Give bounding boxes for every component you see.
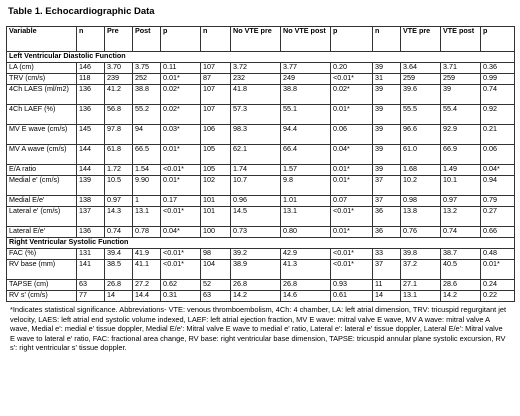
table-row [7,227,515,238]
value-cell: 107 [201,63,231,74]
section-heading: Left Ventricular Diastolic Function [7,52,515,63]
value-cell: 0.07 [331,196,373,207]
value-cell: 55.5 [401,105,441,125]
value-cell: 239 [105,74,133,85]
value-cell: 0.92 [481,105,515,125]
section-heading: Right Ventricular Systolic Function [7,238,515,249]
value-cell: 0.31 [161,291,201,302]
table-row [7,125,515,145]
table-row [7,85,515,105]
value-cell: 259 [441,74,481,85]
value-cell: 3.64 [401,63,441,74]
value-cell: <0.01* [331,260,373,280]
value-cell: 136 [77,85,105,105]
value-cell: 0.01* [331,105,373,125]
table-footnote: *Indicates statistical significance. Abbreviations- VTE: venous thromboembolism, 4Ch: 4 chamber, LA: left atrial dimension, TRV: tricuspid regurgitant jet velocity, LAES: left atrial end systolic volume indexed, LAEF: left atrial ejection fraction, MV E wave: mitral valve E wave, MV A wave: mitral valve A wave, Medial e': medial e' tissue doppler, Medial E/e': Mitral valve E wave to medial e' ratio, Lateral e': lateral e' tissue doppler, Lateral E/e': Mitral valve E wave to lateral e' ratio, FAC: fractional area change, RV base: right ventricular base dimension, TAPSE: tricuspid annular plane systolic excursion, RV s': right ventricular s' tissue doppler. [10,305,507,353]
value-cell: 145 [77,125,105,145]
value-cell: 1.54 [133,165,161,176]
value-cell: 0.93 [331,280,373,291]
column-header: VTE pre [401,27,441,52]
value-cell: 3.70 [105,63,133,74]
value-cell: 14.4 [133,291,161,302]
value-cell: 41.8 [231,85,281,105]
table-row [7,74,515,85]
value-cell: 1.74 [231,165,281,176]
value-cell: 107 [201,85,231,105]
table-row [7,291,515,302]
variable-cell: RV base (mm) [7,260,77,280]
value-cell: 0.97 [441,196,481,207]
value-cell: 104 [201,260,231,280]
section-header-row [7,238,515,249]
value-cell: 0.62 [161,280,201,291]
value-cell: 0.24 [481,280,515,291]
value-cell: 0.02* [331,85,373,105]
value-cell: 1.68 [401,165,441,176]
value-cell: <0.01* [331,74,373,85]
variable-cell: MV E wave (cm/s) [7,125,77,145]
value-cell: 0.73 [231,227,281,238]
value-cell: 37 [373,196,401,207]
value-cell: 39 [373,165,401,176]
value-cell: <0.01* [161,260,201,280]
value-cell: 36 [373,207,401,227]
value-cell: 11 [373,280,401,291]
table-row [7,260,515,280]
value-cell: 0.06 [481,145,515,165]
value-cell: 61.8 [105,145,133,165]
column-header: VTE post [441,27,481,52]
column-header: n [77,27,105,52]
value-cell: 39 [441,85,481,105]
value-cell: 139 [77,176,105,196]
variable-cell: LA (cm) [7,63,77,74]
value-cell: 107 [201,105,231,125]
value-cell: 10.7 [231,176,281,196]
table-row [7,207,515,227]
value-cell: 100 [201,227,231,238]
value-cell: 0.98 [401,196,441,207]
value-cell: 0.03* [161,125,201,145]
value-cell: 1.57 [281,165,331,176]
variable-cell: RV s' (cm/s) [7,291,77,302]
value-cell: 0.80 [281,227,331,238]
table-row [7,196,515,207]
value-cell: 102 [201,176,231,196]
value-cell: 0.01* [331,165,373,176]
value-cell: 252 [133,74,161,85]
value-cell: 136 [77,105,105,125]
value-cell: 105 [201,165,231,176]
value-cell: 37 [373,260,401,280]
column-header: p [331,27,373,52]
value-cell: 52 [201,280,231,291]
value-cell: 101 [201,196,231,207]
value-cell: 31 [373,74,401,85]
value-cell: 39 [373,63,401,74]
column-header: n [373,27,401,52]
value-cell: 39 [373,105,401,125]
value-cell: 0.01* [161,145,201,165]
value-cell: 1 [133,196,161,207]
value-cell: 36 [373,227,401,238]
variable-cell: Lateral e' (cm/s) [7,207,77,227]
value-cell: 136 [77,227,105,238]
value-cell: 0.96 [231,196,281,207]
value-cell: 0.01* [481,260,515,280]
value-cell: 61.0 [401,145,441,165]
value-cell: 3.77 [281,63,331,74]
value-cell: 63 [77,280,105,291]
value-cell: 0.01* [331,227,373,238]
table-title: Table 1. Echocardiographic Data [8,6,155,17]
value-cell: <0.01* [161,207,201,227]
value-cell: 0.27 [481,207,515,227]
value-cell: 141 [77,260,105,280]
value-cell: 13.2 [441,207,481,227]
value-cell: 0.11 [161,63,201,74]
value-cell: 92.9 [441,125,481,145]
column-header: Variable [7,27,77,52]
value-cell: 137 [77,207,105,227]
value-cell: 10.5 [105,176,133,196]
column-header: n [201,27,231,52]
value-cell: 96.6 [401,125,441,145]
value-cell: 0.74 [481,85,515,105]
value-cell: 37.2 [401,260,441,280]
value-cell: 62.1 [231,145,281,165]
value-cell: 1.49 [441,165,481,176]
value-cell: 0.20 [331,63,373,74]
value-cell: 39 [373,85,401,105]
variable-cell: MV A wave (cm/s) [7,145,77,165]
table-body [7,27,515,302]
value-cell: 42.9 [281,249,331,260]
value-cell: 41.3 [281,260,331,280]
value-cell: 27.1 [401,280,441,291]
value-cell: 0.74 [441,227,481,238]
value-cell: 14.2 [441,291,481,302]
column-header: p [161,27,201,52]
value-cell: 3.72 [231,63,281,74]
value-cell: 0.17 [161,196,201,207]
variable-cell: Medial e' (cm/s) [7,176,77,196]
table-row [7,63,515,74]
table-row [7,249,515,260]
value-cell: 94 [133,125,161,145]
value-cell: 0.21 [481,125,515,145]
variable-cell: 4Ch LAEF (%) [7,105,77,125]
table-row [7,105,515,125]
value-cell: 98 [201,249,231,260]
value-cell: 39.2 [231,249,281,260]
value-cell: 14 [105,291,133,302]
value-cell: 138 [77,196,105,207]
value-cell: 144 [77,165,105,176]
value-cell: 259 [401,74,441,85]
value-cell: 10.2 [401,176,441,196]
value-cell: 77 [77,291,105,302]
table-row [7,165,515,176]
value-cell: 249 [281,74,331,85]
value-cell: 38.8 [133,85,161,105]
value-cell: 106 [201,125,231,145]
value-cell: 131 [77,249,105,260]
echocardiographic-data-table [6,26,515,302]
variable-cell: E/A ratio [7,165,77,176]
value-cell: 144 [77,145,105,165]
variable-cell: Lateral E/e' [7,227,77,238]
value-cell: 56.8 [105,105,133,125]
value-cell: 66.9 [441,145,481,165]
value-cell: <0.01* [161,165,201,176]
value-cell: 63 [201,291,231,302]
value-cell: <0.01* [331,249,373,260]
value-cell: 55.4 [441,105,481,125]
value-cell: 0.94 [481,176,515,196]
column-header: p [481,27,515,52]
value-cell: 39.4 [105,249,133,260]
value-cell: 1.72 [105,165,133,176]
value-cell: 38.7 [441,249,481,260]
value-cell: 0.01* [161,176,201,196]
value-cell: 55.2 [133,105,161,125]
value-cell: 0.04* [331,145,373,165]
value-cell: 0.36 [481,63,515,74]
table-row [7,145,515,165]
value-cell: 146 [77,63,105,74]
value-cell: <0.01* [331,207,373,227]
value-cell: 57.3 [231,105,281,125]
value-cell: 40.5 [441,260,481,280]
value-cell: 38.8 [281,85,331,105]
header-row [7,27,515,52]
value-cell: 27.2 [133,280,161,291]
value-cell: 39.8 [401,249,441,260]
variable-cell: 4Ch LAES (ml/m2) [7,85,77,105]
value-cell: 26.8 [231,280,281,291]
value-cell: 55.1 [281,105,331,125]
value-cell: 87 [201,74,231,85]
value-cell: 14.3 [105,207,133,227]
table-row [7,176,515,196]
value-cell: 39 [373,145,401,165]
value-cell: 41.2 [105,85,133,105]
value-cell: 0.06 [331,125,373,145]
variable-cell: TAPSE (cm) [7,280,77,291]
value-cell: 97.8 [105,125,133,145]
value-cell: 14 [373,291,401,302]
value-cell: 101 [201,207,231,227]
value-cell: 0.74 [105,227,133,238]
value-cell: 0.61 [331,291,373,302]
value-cell: 0.02* [161,105,201,125]
value-cell: 3.75 [133,63,161,74]
column-header: Pre [105,27,133,52]
value-cell: 94.4 [281,125,331,145]
value-cell: 38.9 [231,260,281,280]
value-cell: 38.5 [105,260,133,280]
value-cell: 9.8 [281,176,331,196]
value-cell: <0.01* [161,249,201,260]
value-cell: 66.4 [281,145,331,165]
value-cell: 26.8 [281,280,331,291]
value-cell: 26.8 [105,280,133,291]
value-cell: 0.04* [161,227,201,238]
value-cell: 0.99 [481,74,515,85]
value-cell: 9.90 [133,176,161,196]
value-cell: 1.01 [281,196,331,207]
value-cell: 118 [77,74,105,85]
value-cell: 0.66 [481,227,515,238]
value-cell: 98.3 [231,125,281,145]
value-cell: 105 [201,145,231,165]
table-row [7,280,515,291]
value-cell: 28.6 [441,280,481,291]
value-cell: 0.01* [331,176,373,196]
value-cell: 0.22 [481,291,515,302]
value-cell: 13.8 [401,207,441,227]
value-cell: 41.9 [133,249,161,260]
value-cell: 0.97 [105,196,133,207]
value-cell: 0.01* [161,74,201,85]
value-cell: 0.79 [481,196,515,207]
value-cell: 37 [373,176,401,196]
value-cell: 0.02* [161,85,201,105]
column-header: Post [133,27,161,52]
value-cell: 0.04* [481,165,515,176]
value-cell: 66.5 [133,145,161,165]
value-cell: 14.2 [231,291,281,302]
column-header: No VTE pre [231,27,281,52]
variable-cell: TRV (cm/s) [7,74,77,85]
value-cell: 33 [373,249,401,260]
value-cell: 0.78 [133,227,161,238]
value-cell: 39 [373,125,401,145]
value-cell: 232 [231,74,281,85]
value-cell: 13.1 [281,207,331,227]
value-cell: 13.1 [401,291,441,302]
column-header: No VTE post [281,27,331,52]
value-cell: 10.1 [441,176,481,196]
variable-cell: Medial E/e' [7,196,77,207]
value-cell: 3.71 [441,63,481,74]
section-header-row [7,52,515,63]
value-cell: 13.1 [133,207,161,227]
variable-cell: FAC (%) [7,249,77,260]
value-cell: 39.6 [401,85,441,105]
value-cell: 0.76 [401,227,441,238]
value-cell: 41.1 [133,260,161,280]
value-cell: 14.5 [231,207,281,227]
value-cell: 0.48 [481,249,515,260]
value-cell: 14.6 [281,291,331,302]
